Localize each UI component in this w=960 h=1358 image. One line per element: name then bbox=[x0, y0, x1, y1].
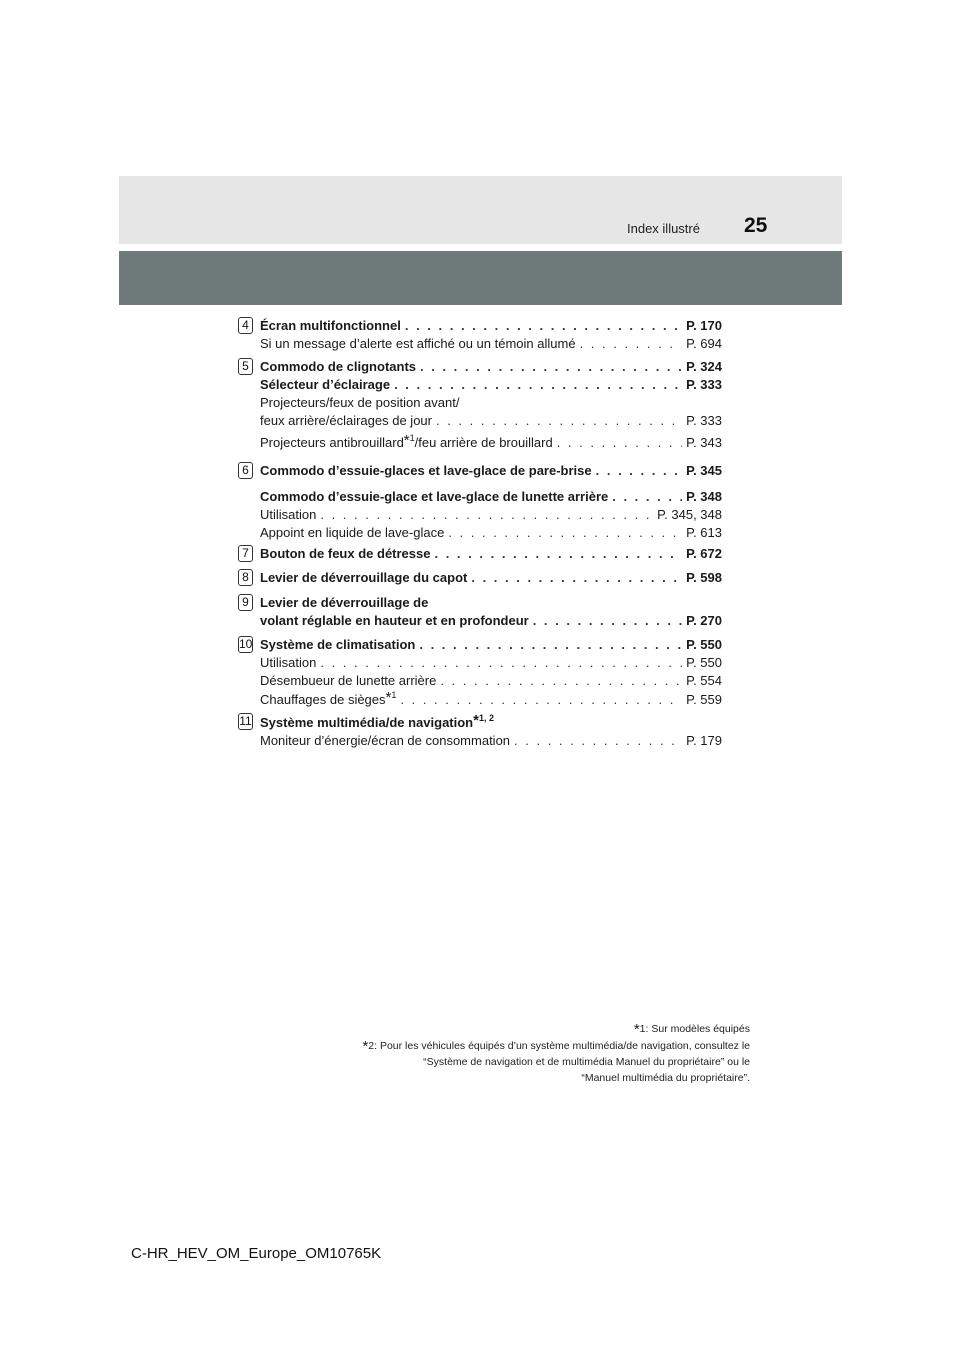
index-entry: Commodo d’essuie-glace et lave-glace de lunette arrière . . . P. 348 bbox=[260, 489, 722, 507]
page-ref: P. 598 bbox=[686, 570, 722, 585]
page-ref: P. 170 bbox=[686, 318, 722, 333]
page-ref: P. 333 bbox=[686, 377, 722, 392]
page-number: 25 bbox=[744, 214, 768, 237]
index-entry: Utilisation . . . P. 345, 348 bbox=[260, 507, 722, 525]
index-entry: Commodo d’essuie-glaces et lave-glace de pare-brise . . . P. 345 bbox=[260, 463, 722, 481]
index-entry: Si un message d’alerte est affiché ou un témoin allumé . . . P. 694 bbox=[260, 336, 722, 354]
footnote-2-cont: “Manuel multimédia du propriétaire”. bbox=[581, 1072, 750, 1084]
callout-badge: 8 bbox=[238, 569, 253, 586]
callout-badge: 9 bbox=[238, 594, 253, 611]
section-title: Index illustré bbox=[627, 221, 700, 236]
page-ref: P. 672 bbox=[686, 546, 722, 561]
page-ref: P. 270 bbox=[686, 613, 722, 628]
page-ref: P. 554 bbox=[686, 673, 722, 688]
index-entry: feux arrière/éclairages de jour . . . P. 333 bbox=[260, 413, 722, 431]
callout-badge: 4 bbox=[238, 317, 253, 334]
page-ref: P. 559 bbox=[686, 692, 722, 707]
index-entry: Commodo de clignotants . . . P. 324 bbox=[260, 359, 722, 377]
index-entry: Écran multifonctionnel . . . P. 170 bbox=[260, 318, 722, 336]
page-ref: P. 550 bbox=[686, 637, 722, 652]
dark-band bbox=[119, 251, 842, 305]
page-ref: P. 345, 348 bbox=[657, 507, 722, 522]
page-ref: P. 550 bbox=[686, 655, 722, 670]
header-band bbox=[119, 176, 842, 244]
callout-badge: 7 bbox=[238, 545, 253, 562]
index-entry: Sélecteur d’éclairage . . . P. 333 bbox=[260, 377, 722, 395]
footnote-2: *2: Pour les véhicules équipés d’un système multimédia/de navigation, consultez le bbox=[362, 1038, 750, 1055]
index-entry: Projecteurs/feux de position avant/ bbox=[260, 395, 460, 410]
page-ref: P. 613 bbox=[686, 525, 722, 540]
callout-badge: 6 bbox=[238, 462, 253, 479]
footnotes bbox=[230, 1020, 750, 1086]
page-ref: P. 345 bbox=[686, 463, 722, 478]
index-entry: Chauffages de sièges*$^1$ . . . P. 559 bbox=[260, 691, 722, 709]
index-entry: Projecteurs antibrouillard*$^1$/feu arrière de brouillard . . . P. 343 bbox=[260, 434, 722, 452]
page-ref: P. 333 bbox=[686, 413, 722, 428]
callout-badge: 11 bbox=[239, 714, 252, 728]
index-entry: Moniteur d’énergie/écran de consommation . . . P. 179 bbox=[260, 733, 722, 751]
index-entry: Appoint en liquide de lave-glace . . . P. 613 bbox=[260, 525, 722, 543]
index-entry: volant réglable en hauteur et en profondeur . . . P. 270 bbox=[260, 613, 722, 631]
index-entry: Système de climatisation . . . P. 550 bbox=[260, 637, 722, 655]
document-id: C-HR_HEV_OM_Europe_OM10765K bbox=[131, 1245, 382, 1262]
page-ref: P. 324 bbox=[686, 359, 722, 374]
page-ref: P. 348 bbox=[686, 489, 722, 504]
footnote-1: *1: Sur modèles équipés bbox=[633, 1021, 750, 1038]
footnote-2-cont: “Système de navigation et de multimédia Manuel du propriétaire” ou le bbox=[423, 1056, 750, 1068]
index-entry: Levier de déverrouillage de bbox=[260, 595, 429, 610]
index-entry: Désembueur de lunette arrière . . . P. 554 bbox=[260, 673, 722, 691]
index-entry: Levier de déverrouillage du capot . . . P. 598 bbox=[260, 570, 722, 588]
index-entry: Bouton de feux de détresse . . . P. 672 bbox=[260, 546, 722, 564]
page-ref: P. 179 bbox=[686, 733, 722, 748]
page-ref: P. 694 bbox=[686, 336, 722, 351]
index-entry: Utilisation . . . P. 550 bbox=[260, 655, 722, 673]
callout-badge: 10 bbox=[239, 637, 253, 651]
index-entry: Système multimédia/de navigation*$^{1, 2}$ bbox=[260, 712, 494, 730]
callout-badge: 5 bbox=[238, 358, 253, 375]
page-ref: P. 343 bbox=[686, 435, 722, 450]
